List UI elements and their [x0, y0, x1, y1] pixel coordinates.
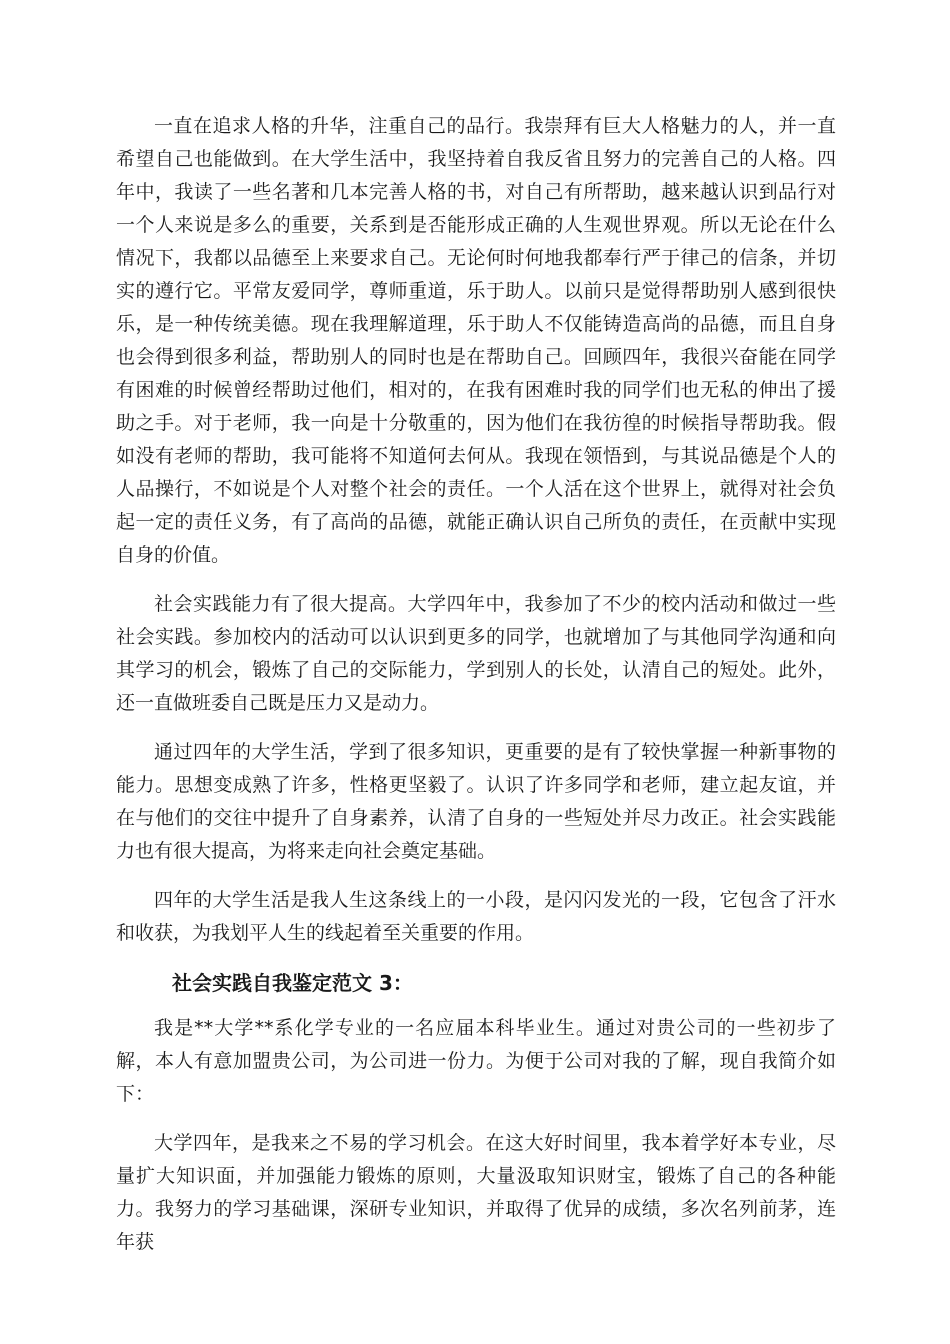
section-heading: 社会实践自我鉴定范文 3： [172, 971, 413, 995]
document-page [116, 110, 836, 1275]
paragraph-university: 大学四年，是我来之不易的学习机会。在这大好时间里，我本着学好本专业，尽量扩大知识面，并加强能力锻炼的原则，大量汲取知识财宝，锻炼了自己的各种能力。我努力的学习基础课，深研专业知识，并取得了优异的成绩，多次名列前茅，连年获 [116, 1132, 836, 1253]
paragraph-character: 一直在追求人格的升华，注重自己的品行。我崇拜有巨大人格魅力的人，并一直希望自己也能做到。在大学生活中，我坚持着自我反省且努力的完善自己的人格。四年中，我读了一些名著和几本完善人格的书，对自己有所帮助，越来越认识到品行对一个人来说是多么的重要，关系到是否能形成正确的人生观世界观。所以无论在什么情况下，我都以品德至上来要求自己。无论何时何地我都奉行严于律己的信条，并切实的遵行它。平常友爱同学，尊师重道，乐于助人。以前只是觉得帮助别人感到很快乐，是一种传统美德。现在我理解道理，乐于助人不仅能铸造高尚的品德，而且自身也会得到很多利益，帮助别人的同时也是在帮助自己。回顾四年，我很兴奋能在同学有困难的时候曾经帮助过他们，相对的，在我有困难时我的同学们也无私的伸出了援助之手。对于老师，我一向是十分敬重的，因为他们在我彷徨的时候指导帮助我。假如没有老师的帮助，我可能将不知道何去何从。我现在领悟到，与其说品德是个人的人品操行，不如说是个人对整个社会的责任。一个人活在这个世界上，就得对社会负起一定的责任义务，有了高尚的品德，就能正确认识自己所负的责任，在贡献中实现自身的价值。 [116, 115, 836, 566]
paragraph-social-practice: 社会实践能力有了很大提高。大学四年中，我参加了不少的校内活动和做过一些社会实践。参加校内的活动可以认识到更多的同学，也就增加了与其他同学沟通和向其学习的机会，锻炼了自己的交际能力，学到别人的长处，认清自己的短处。此外，还一直做班委自己既是压力又是动力。 [116, 593, 836, 714]
paragraph-summary: 四年的大学生活是我人生这条线上的一小段，是闪闪发光的一段，它包含了汗水和收获，为我划平人生的线起着至关重要的作用。 [116, 889, 836, 944]
paragraph-four-years: 通过四年的大学生活，学到了很多知识，更重要的是有了较快掌握一种新事物的能力。思想变成熟了许多，性格更坚毅了。认识了许多同学和老师，建立起友谊，并在与他们的交往中提升了自身素养，认清了自身的一些短处并尽力改正。社会实践能力也有很大提高，为将来走向社会奠定基础。 [116, 741, 836, 862]
paragraph-intro: 我是**大学**系化学专业的一名应届本科毕业生。通过对贵公司的一些初步了解，本人有意加盟贵公司，为公司进一份力。为便于公司对我的了解，现自我简介如下： [116, 1017, 836, 1105]
